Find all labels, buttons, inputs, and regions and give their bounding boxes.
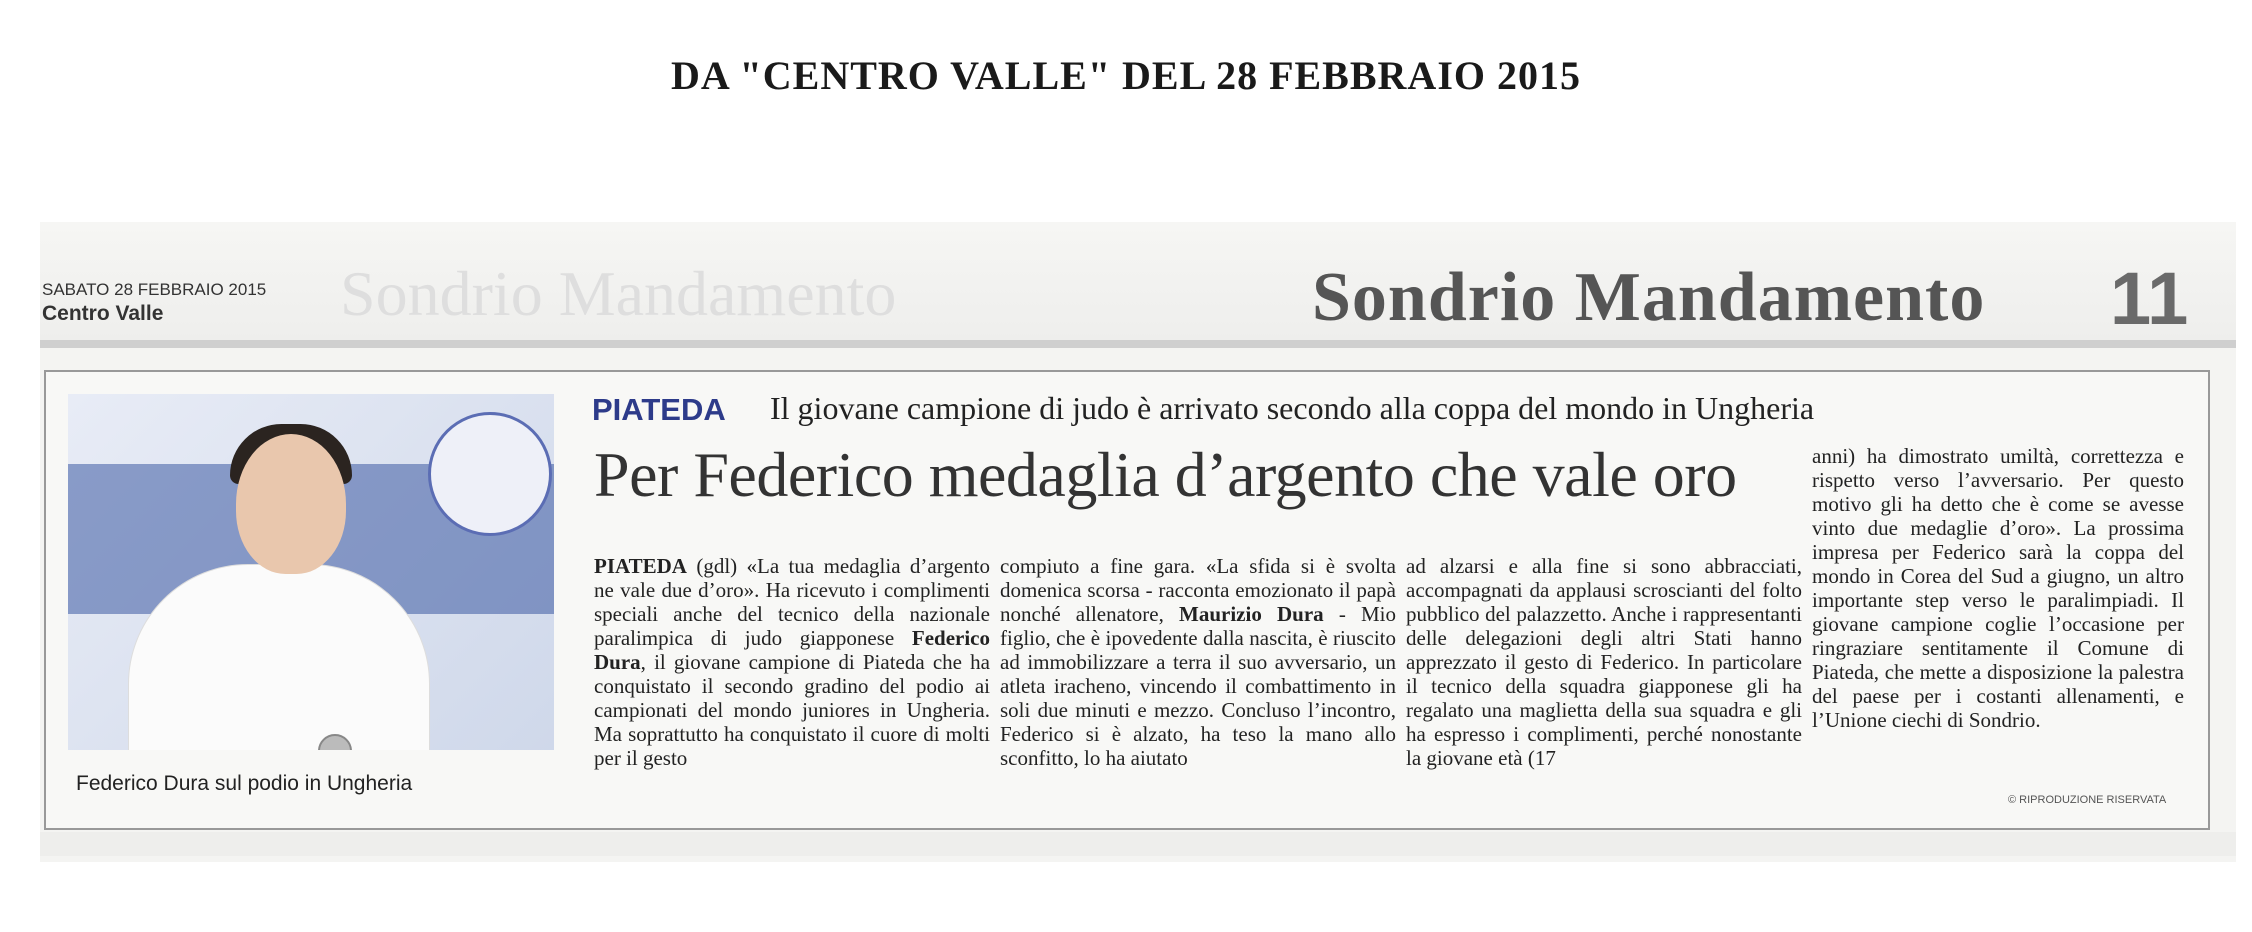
copyright-notice: © RIPRODUZIONE RISERVATA <box>2008 794 2167 806</box>
article <box>44 370 2210 830</box>
column-text: , il giovane campione di Piateda che ha conquistato il secondo gradino del podio ai campionati del mondo juniores in Ungheria. Ma soprattutto ha conquistato il cuore di molti per il gesto <box>594 650 990 770</box>
athlete-name: Federico Dura <box>594 626 990 674</box>
newspaper-clipping <box>40 222 2236 862</box>
article-photo <box>68 394 554 750</box>
athlete-face <box>236 434 346 574</box>
newspaper-name: Centro Valle <box>42 302 164 325</box>
photo-caption: Federico Dura sul podio in Ungheria <box>76 772 413 795</box>
dateline: PIATEDA <box>594 554 687 578</box>
father-name: Maurizio Dura <box>1179 602 1324 626</box>
clipping-bottom-edge <box>40 832 2236 856</box>
article-subheadline: Il giovane campione di judo è arrivato secondo alla coppa del mondo in Ungheria <box>770 390 1815 426</box>
world-cup-logo <box>428 412 552 536</box>
header-rule <box>40 340 2236 348</box>
bleed-through-text: Sondrio Mandamento <box>340 258 897 329</box>
article-column-1 <box>594 554 990 770</box>
article-column-4: anni) ha dimostrato umiltà, correttezza e rispetto verso l’avversario. Per questo motivo gli ha detto che è come se avesse vinto due medaglie d’oro». La prossima impresa per Federico sarà la coppa del mondo in Corea del Sud a giugno, un altro importante step verso le paralimpiadi. Il giovane campione coglie l’occasione per ringraziare sentitamente il Comune di Piateda, che mette a disposizione la palestra del paese per i costanti allenamenti, e l’Unione ciechi di Sondrio. <box>1812 444 2184 732</box>
issue-date: SABATO 28 FEBBRAIO 2015 <box>42 280 267 299</box>
column-text: (gdl) «La tua medaglia d’argento ne vale due d’oro». Ha ricevuto i complimenti speciali anche del tecnico della nazionale paralimpica di judo giapponese <box>594 554 990 650</box>
page-number: 11 <box>2110 257 2189 340</box>
article-kicker: PIATEDA <box>592 392 726 427</box>
document-title: DA "CENTRO VALLE" DEL 28 FEBBRAIO 2015 <box>670 53 1581 98</box>
article-headline: Per Federico medaglia d’argento che vale oro <box>594 439 1737 510</box>
article-column-3: ad alzarsi e alla fine si sono abbracciati, accompagnati da applausi scroscianti del folto pubblico del palazzetto. Anche i rappresentanti delle delegazioni degli altri Stati hanno apprezzato il gesto di Federico. In particolare il tecnico della squadra giapponese gli ha regalato una maglietta della sua squadra e gli ha espresso i complimenti, perché nonostante la giovane età (17 <box>1406 554 1802 770</box>
column-text: compiuto a fine gara. «La sfida si è svolta domenica scorsa - racconta emozionato il papà nonché allenatore, <box>1000 554 1396 626</box>
column-text: - Mio figlio, che è ipovedente dalla nascita, è riuscito ad immobilizzare a terra il suo avversario, un atleta iracheno, vincendo il combattimento in soli due minuti e mezzo. Concluso l’incontro, Federico si è alzato, ha teso la mano allo sconfitto, lo ha aiutato <box>1000 602 1397 770</box>
section-title: Sondrio Mandamento <box>1312 259 1986 336</box>
clipping-header <box>40 222 2236 344</box>
judogi <box>128 564 430 750</box>
article-column-2 <box>1000 554 1396 770</box>
